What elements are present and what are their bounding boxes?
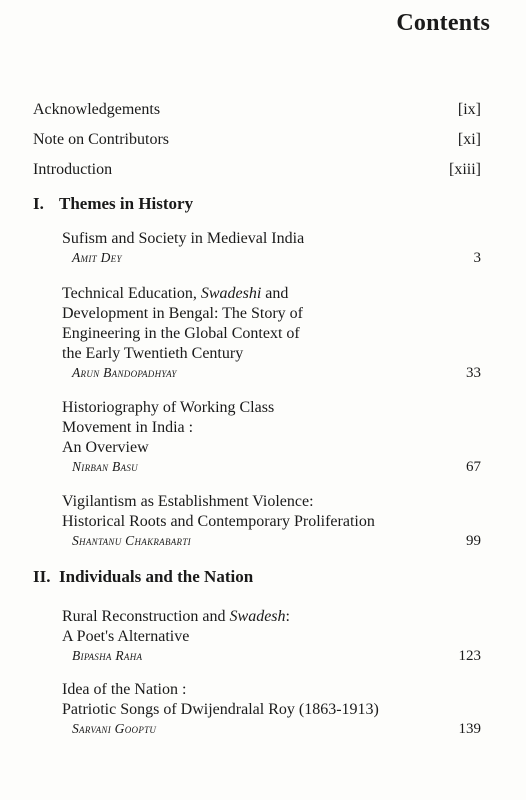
page-title: Contents xyxy=(396,10,490,36)
entry-page-number: 3 xyxy=(473,250,481,266)
entry-page-number: 33 xyxy=(466,365,481,381)
entry-title: Historiography of Working Class Movement in India : An Overview xyxy=(62,399,275,456)
part-heading xyxy=(33,194,193,214)
front-matter-page: [xiii] xyxy=(449,161,481,178)
toc-entry[interactable] xyxy=(62,284,481,382)
toc-entry[interactable] xyxy=(62,680,481,738)
part-heading xyxy=(33,567,253,587)
entry-title: Rural Reconstruction and Swadesh: A Poet's Alternative xyxy=(62,608,290,645)
part-numeral: I. xyxy=(33,194,44,213)
entry-author: Arun Bandopadhyay xyxy=(72,365,177,380)
front-matter-row-acknowledgements[interactable] xyxy=(33,101,481,119)
front-matter-row-introduction[interactable] xyxy=(33,161,481,179)
front-matter-label: Acknowledgements xyxy=(33,101,161,118)
front-matter-page: [ix] xyxy=(457,101,481,118)
entry-author: Bipasha Raha xyxy=(72,648,143,663)
entry-title: Sufism and Society in Medieval India xyxy=(62,230,305,247)
entry-page-number: 67 xyxy=(466,459,481,475)
entry-author: Sarvani Gooptu xyxy=(72,721,157,736)
front-matter-row-contributors[interactable] xyxy=(33,131,481,149)
entry-author: Nirban Basu xyxy=(72,459,138,474)
entry-title: Idea of the Nation : Patriotic Songs of Dwijendralal Roy (1863-1913) xyxy=(62,681,379,718)
toc-entry[interactable] xyxy=(62,607,481,665)
entry-page-number: 99 xyxy=(466,533,481,549)
entry-page-number: 139 xyxy=(458,721,481,737)
front-matter-page: [xi] xyxy=(457,131,481,148)
entry-title: Technical Education, Swadeshi and Development in Bengal: The Story of Engineering in the Global Context of the Early Twentieth Century xyxy=(62,285,303,362)
part-title: Individuals and the Nation xyxy=(59,567,254,586)
toc-entry[interactable] xyxy=(62,229,481,267)
entry-author: Shantanu Chakrabarti xyxy=(72,533,191,548)
front-matter-label: Introduction xyxy=(33,161,113,178)
front-matter-label: Note on Contributors xyxy=(33,131,169,148)
entry-page-number: 123 xyxy=(458,648,481,664)
part-title: Themes in History xyxy=(59,194,194,213)
entry-author: Amit Dey xyxy=(72,250,122,265)
part-numeral: II. xyxy=(33,567,51,586)
entry-title: Vigilantism as Establishment Violence: Historical Roots and Contemporary Proliferation xyxy=(62,493,375,530)
toc-entry[interactable] xyxy=(62,492,481,550)
toc-entry[interactable] xyxy=(62,398,481,476)
